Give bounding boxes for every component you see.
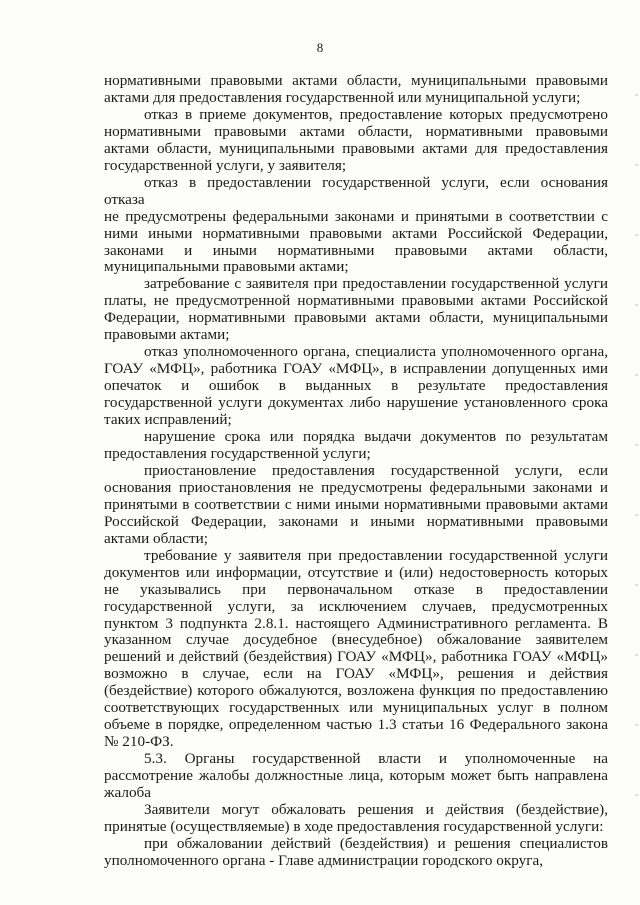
- text-line: законами и иными нормативными правовыми актами области,: [104, 241, 608, 259]
- text-line: рассмотрение жалобы должностные лица, которым может быть направлена: [104, 767, 608, 785]
- text-line: жалоба: [104, 784, 152, 802]
- text-line: пунктом 3 подпункта 2.8.1. настоящего Административного регламента. В: [104, 614, 608, 632]
- text-line: приостановление предоставления государственной услуги, если: [144, 461, 608, 479]
- text-line: объеме в порядке, определенном частью 1.3 статьи 16 Федерального закона: [104, 716, 608, 734]
- text-line: уполномоченного органа - Главе администрации городского округа,: [104, 851, 544, 869]
- text-line: отказ в предоставлении государственной услуги, если основания отказа: [104, 173, 608, 208]
- text-line: указанном случае досудебное (внесудебное) обжалование заявителем: [104, 631, 608, 649]
- text-line: таких исправлений;: [104, 411, 232, 429]
- text-line: актами области;: [104, 529, 209, 547]
- text-line: основания приостановления не предусмотрены федеральными законами и: [104, 478, 608, 496]
- text-line: отказ в приеме документов, предоставление которых предусмотрено: [144, 105, 608, 123]
- text-line: опечаток и ошибок в выданных в результате предоставления: [104, 377, 608, 395]
- text-line: не предусмотрены федеральными законами и принятыми в соответствии с: [104, 207, 608, 225]
- scan-edge-marks: [635, 60, 638, 860]
- text-line: ними иными нормативными правовыми актами Российской Федерации,: [104, 224, 608, 242]
- text-line: принятые (осуществляемые) в ходе предоставления государственной услуги:: [104, 817, 604, 835]
- text-line: отказ уполномоченного органа, специалиста уполномоченного органа,: [144, 343, 608, 361]
- text-line: не указывались при первоначальном отказе в предоставлении: [104, 580, 608, 598]
- text-line: актами для предоставления государственной или муниципальной услуги;: [104, 88, 581, 106]
- text-line: решений и действий (бездействия) ГОАУ «МФЦ», работника ГОАУ «МФЦ»: [104, 648, 608, 666]
- text-line: актами области, муниципальными правовыми актами для предоставления: [104, 139, 608, 157]
- text-line: муниципальными правовыми актами;: [104, 258, 349, 276]
- text-line: 5.3. Органы государственной власти и уполномоченные на: [144, 750, 608, 768]
- text-line: нарушение срока или порядка выдачи документов по результатам: [144, 428, 608, 446]
- text-line: платы, не предусмотренной нормативными правовыми актами Российской: [104, 292, 608, 310]
- text-line: Федерации, нормативными правовыми актами области, муниципальными: [104, 309, 608, 327]
- text-line: затребование с заявителя при предоставлении государственной услуги: [144, 275, 608, 293]
- text-line: № 210-ФЗ.: [104, 733, 174, 751]
- text-line: ГОАУ «МФЦ», работника ГОАУ «МФЦ», в исправлении допущенных ими: [104, 360, 608, 378]
- body-text: [104, 73, 608, 870]
- text-line: Российской Федерации, законами и иными нормативными правовыми: [104, 512, 608, 530]
- text-line: соответствующих государственных или муниципальных услуг в полном: [104, 699, 608, 717]
- text-line: государственной услуги, у заявителя;: [104, 156, 347, 174]
- text-line: требование у заявителя при предоставлении государственной услуги: [144, 546, 608, 564]
- text-line: при обжаловании действий (бездействия) и решения специалистов: [144, 834, 608, 852]
- text-line: государственной услуги документах либо нарушение установленного срока: [104, 394, 608, 412]
- text-line: принятыми в соответствии с ними иными нормативными правовыми актами: [104, 495, 608, 513]
- text-line: Заявители могут обжаловать решения и действия (бездействие),: [144, 800, 608, 818]
- text-line: государственной услуги, за исключением случаев, предусмотренных: [104, 597, 608, 615]
- text-line: нормативными правовыми актами области, муниципальными правовыми: [104, 72, 608, 89]
- text-line: документов или информации, отсутствие и (или) недостоверность которых: [104, 563, 608, 581]
- text-line: правовыми актами;: [104, 326, 230, 344]
- text-line: предоставления государственной услуги;: [104, 444, 371, 462]
- page-number: 8: [316, 40, 324, 55]
- text-line: (бездействие) которого обжалуются, возложена функция по предоставлению: [104, 682, 608, 700]
- text-line: нормативными правовыми актами области, нормативными правовыми: [104, 122, 608, 140]
- text-line: возможно в случае, если на ГОАУ «МФЦ», решения и действия: [104, 665, 608, 683]
